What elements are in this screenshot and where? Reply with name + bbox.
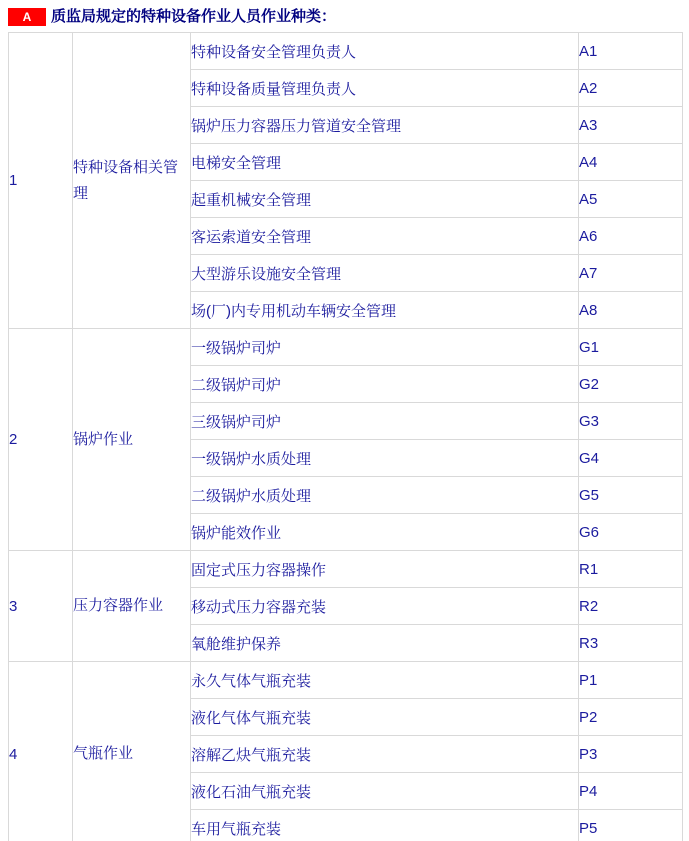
job-code-cell: A4 <box>579 144 683 181</box>
table-row <box>9 329 683 366</box>
job-code-cell: R2 <box>579 588 683 625</box>
job-name-cell: 特种设备安全管理负责人 <box>191 33 579 70</box>
group-name-cell: 压力容器作业 <box>73 551 191 662</box>
page-header <box>0 0 689 26</box>
job-code-cell: G4 <box>579 440 683 477</box>
job-name-cell: 特种设备质量管理负责人 <box>191 70 579 107</box>
job-code-cell: P1 <box>579 662 683 699</box>
group-number-cell: 4 <box>9 662 73 841</box>
table-row <box>9 662 683 699</box>
page-title: 质监局规定的特种设备作业人员作业种类： <box>51 8 337 25</box>
job-name-cell: 电梯安全管理 <box>191 144 579 181</box>
table-row <box>9 551 683 588</box>
job-name-cell: 二级锅炉水质处理 <box>191 477 579 514</box>
job-name-cell: 起重机械安全管理 <box>191 181 579 218</box>
job-name-cell: 液化气体气瓶充装 <box>191 699 579 736</box>
group-number-cell: 1 <box>9 33 73 329</box>
job-name-cell: 氧舱维护保养 <box>191 625 579 662</box>
job-code-cell: R3 <box>579 625 683 662</box>
job-name-cell: 一级锅炉司炉 <box>191 329 579 366</box>
group-number-cell: 2 <box>9 329 73 551</box>
job-name-cell: 三级锅炉司炉 <box>191 403 579 440</box>
job-name-cell: 永久气体气瓶充装 <box>191 662 579 699</box>
job-code-cell: G2 <box>579 366 683 403</box>
job-code-cell: A8 <box>579 292 683 329</box>
job-code-cell: P4 <box>579 773 683 810</box>
job-code-cell: G6 <box>579 514 683 551</box>
job-code-cell: P3 <box>579 736 683 773</box>
job-code-cell: A3 <box>579 107 683 144</box>
job-code-cell: R1 <box>579 551 683 588</box>
job-code-cell: G3 <box>579 403 683 440</box>
job-code-cell: P2 <box>579 699 683 736</box>
job-code-cell: A6 <box>579 218 683 255</box>
job-name-cell: 客运索道安全管理 <box>191 218 579 255</box>
job-name-cell: 场(厂)内专用机动车辆安全管理 <box>191 292 579 329</box>
job-name-cell: 二级锅炉司炉 <box>191 366 579 403</box>
job-code-cell: G1 <box>579 329 683 366</box>
job-name-cell: 固定式压力容器操作 <box>191 551 579 588</box>
group-number-cell: 3 <box>9 551 73 662</box>
job-name-cell: 液化石油气瓶充装 <box>191 773 579 810</box>
section-badge: A <box>8 8 46 26</box>
job-code-cell: A2 <box>579 70 683 107</box>
job-code-cell: P5 <box>579 810 683 841</box>
job-code-cell: A5 <box>579 181 683 218</box>
job-name-cell: 溶解乙炔气瓶充装 <box>191 736 579 773</box>
job-name-cell: 大型游乐设施安全管理 <box>191 255 579 292</box>
job-code-cell: A7 <box>579 255 683 292</box>
job-name-cell: 锅炉压力容器压力管道安全管理 <box>191 107 579 144</box>
job-name-cell: 移动式压力容器充装 <box>191 588 579 625</box>
table-row <box>9 33 683 70</box>
job-categories-table <box>8 32 683 841</box>
group-name-cell: 特种设备相关管理 <box>73 33 191 329</box>
job-code-cell: G5 <box>579 477 683 514</box>
job-name-cell: 一级锅炉水质处理 <box>191 440 579 477</box>
job-name-cell: 锅炉能效作业 <box>191 514 579 551</box>
group-name-cell: 锅炉作业 <box>73 329 191 551</box>
job-name-cell: 车用气瓶充装 <box>191 810 579 841</box>
group-name-cell: 气瓶作业 <box>73 662 191 841</box>
job-code-cell: A1 <box>579 33 683 70</box>
